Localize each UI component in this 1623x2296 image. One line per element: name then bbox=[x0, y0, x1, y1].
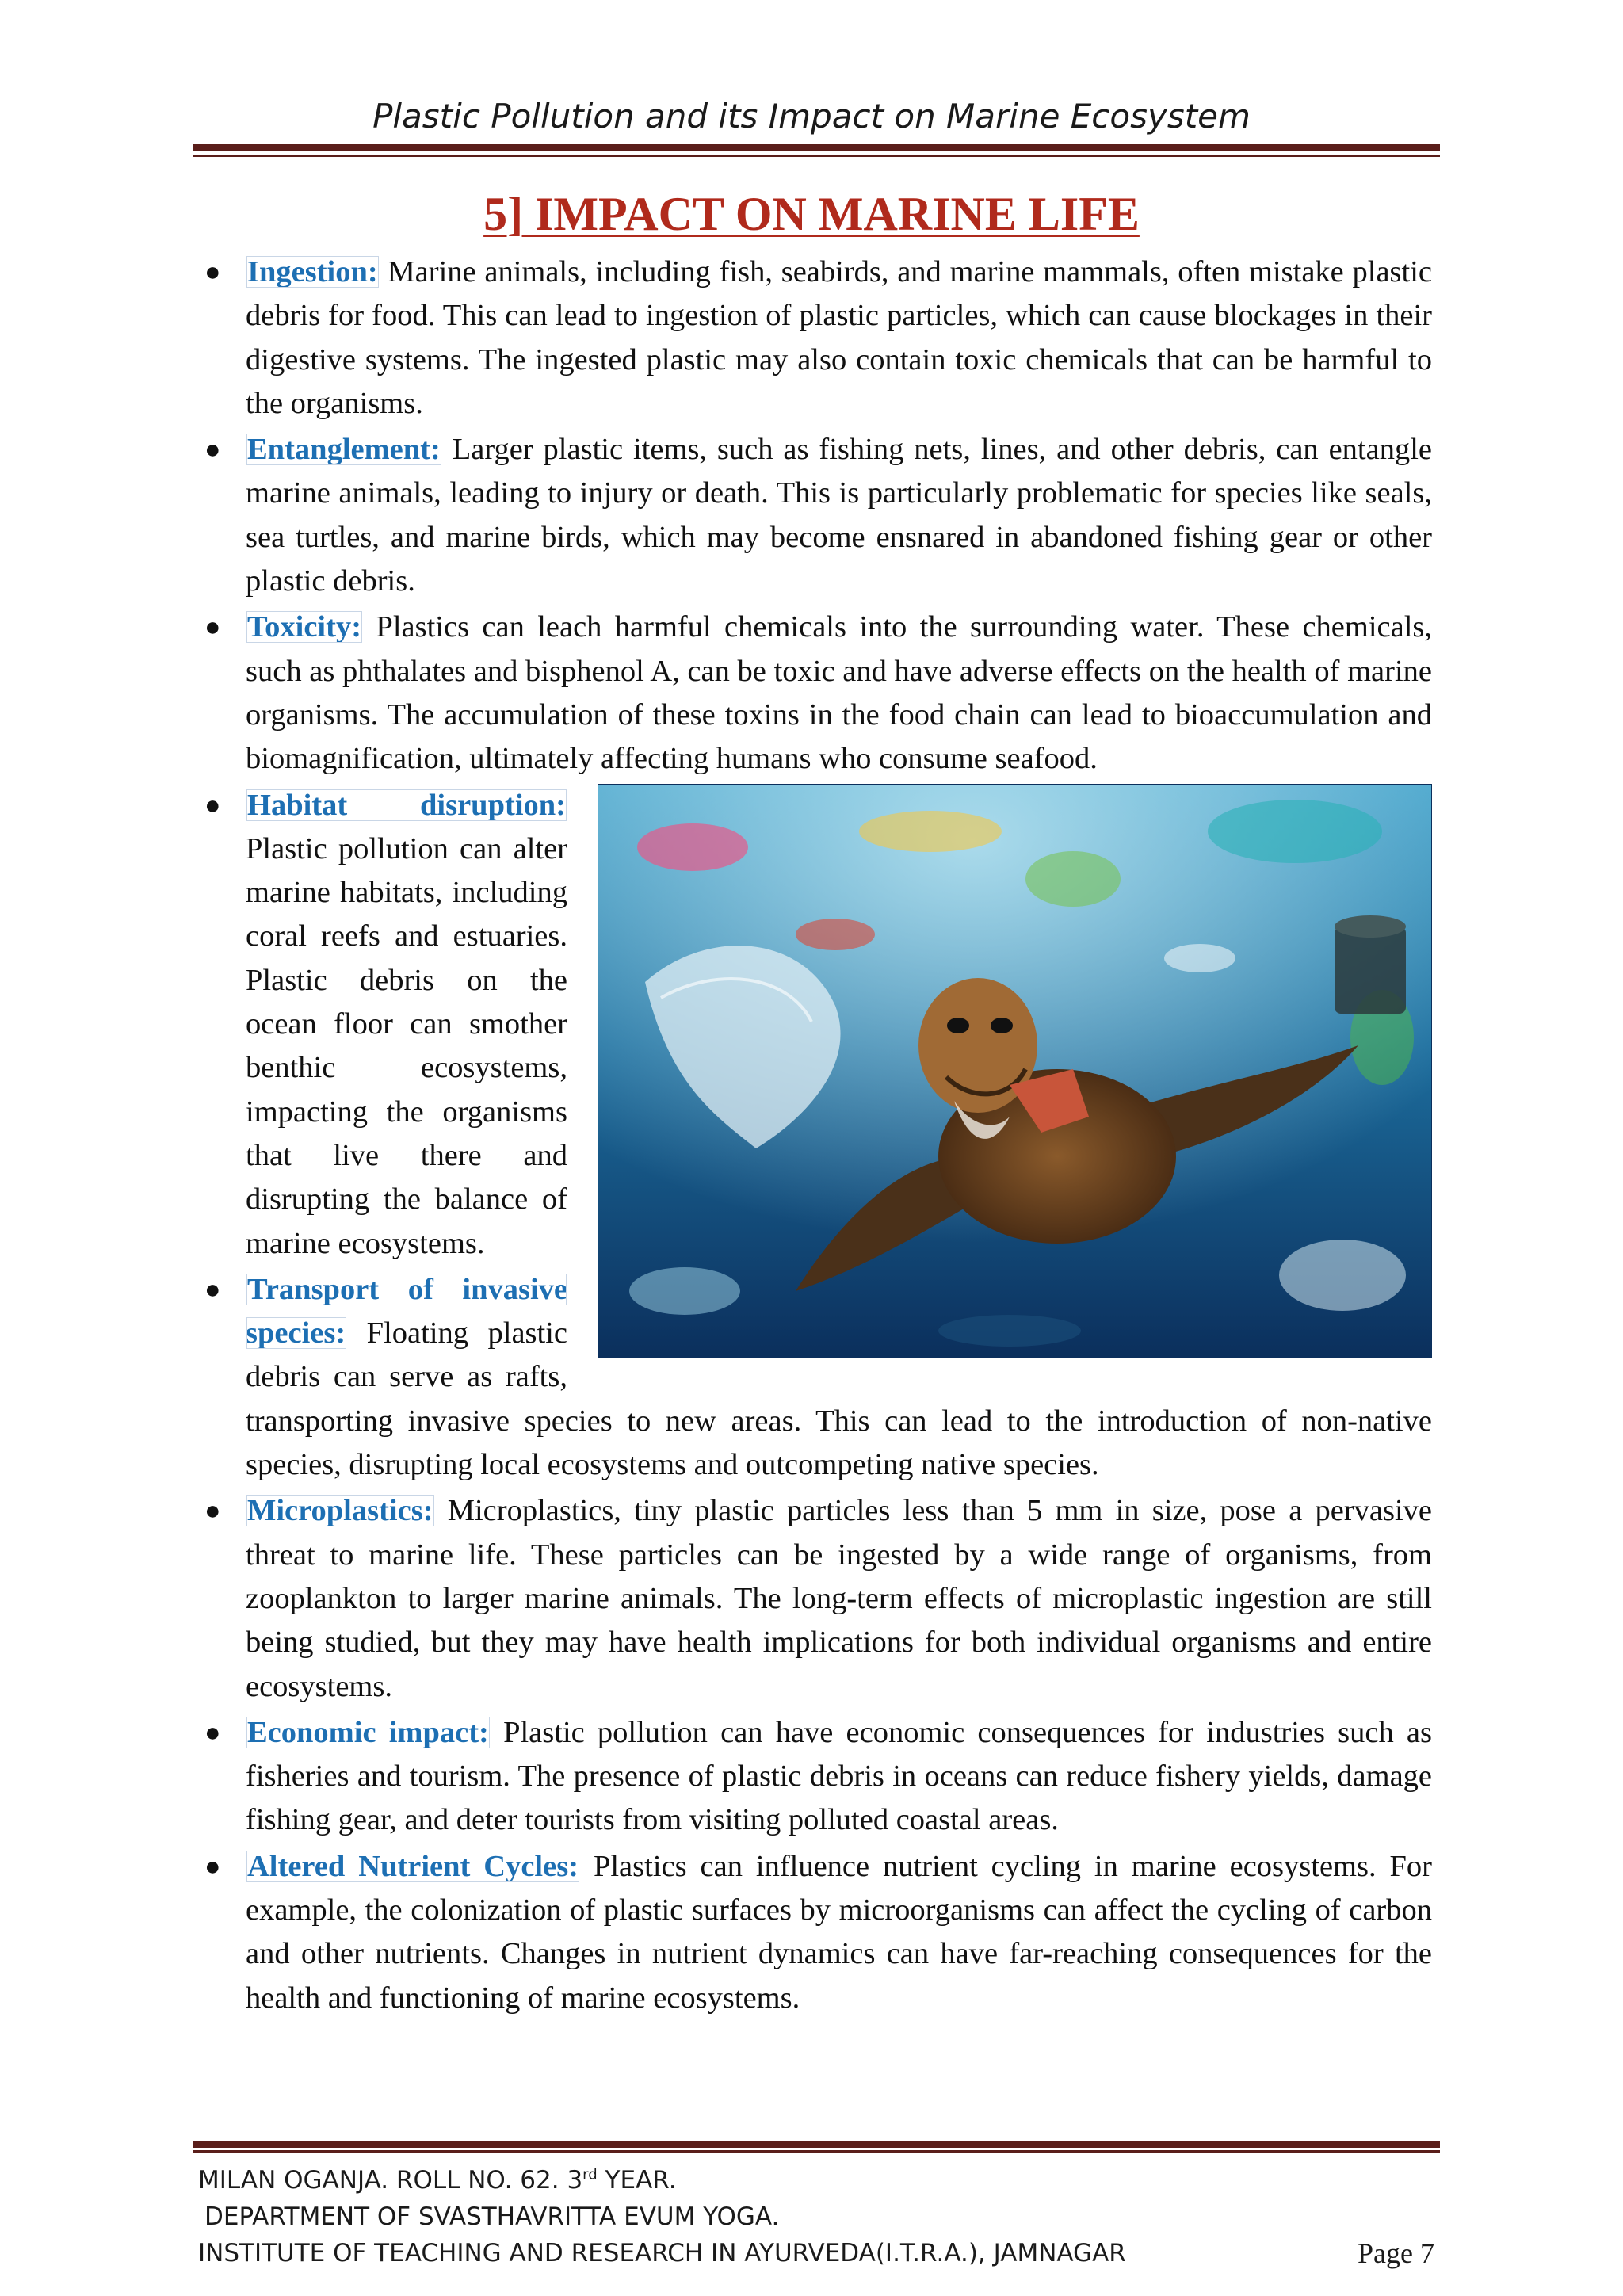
bullet-icon: ● bbox=[204, 1496, 221, 1526]
list-item-microplastics bbox=[204, 1489, 1433, 1708]
running-header: Plastic Pollution and its Impact on Marine Ecosystem bbox=[372, 97, 1251, 136]
footer-author: MILAN OGANJA. ROLL NO. 62. 3 bbox=[198, 2166, 583, 2195]
text-economic-impact: Plastic pollution can have economic consequences for industries such as fisheries and tourism. The presence of plastic debris in oceans can reduce fishery yields, damage fishing gear, and deter tourists from visiting polluted coastal areas. bbox=[246, 1715, 1432, 1837]
list-item-nutrient-cycles bbox=[204, 1845, 1432, 2020]
term-nutrient-cycles: Altered Nutrient Cycles: bbox=[247, 1849, 579, 1883]
list-item-ingestion bbox=[204, 250, 1432, 426]
term-economic-impact: Economic impact: bbox=[247, 1715, 489, 1749]
term-microplastics: Microplastics: bbox=[247, 1494, 433, 1528]
footer-institute: INSTITUTE OF TEACHING AND RESEARCH IN AYURVEDA(I.T.R.A.), JAMNAGAR bbox=[198, 2239, 1126, 2267]
term-ingestion: Ingestion: bbox=[247, 255, 378, 288]
footer-ordinal: rd bbox=[582, 2166, 598, 2183]
page-number: Page 7 bbox=[1358, 2237, 1434, 2269]
list-item-invasive-species bbox=[204, 1268, 1432, 1487]
list-item-toxicity bbox=[204, 606, 1432, 781]
text-ingestion: Marine animals, including fish, seabirds, and marine mammals, often mistake plastic debris for food. This can lead to ingestion of plastic particles, which can cause blockages in their digestive systems. The ingested plastic may also contain toxic chemicals that can be harmful to the organisms. bbox=[246, 255, 1432, 420]
list-item-entanglement bbox=[204, 428, 1433, 603]
text-microplastics: Microplastics, tiny plastic particles less than 5 mm in size, pose a pervasive threat to marine life. These particles can be ingested by a wide range of organisms, from zooplankton to larger marine animals. The long-term effects of microplastic ingestion are still being studied, but they may have health implications for both individual organisms and entire ecosystems. bbox=[246, 1494, 1433, 1703]
bullet-icon: ● bbox=[204, 1274, 221, 1305]
text-habitat-disruption: Plastic pollution can alter marine habitats, including coral reefs and estuaries. Plastic debris on the ocean floor can smother benthic ecosystems, impacting the organisms that live there and disrupting the balance of marine ecosystems. bbox=[246, 831, 567, 1260]
text-toxicity: Plastics can leach harmful chemicals into the surrounding water. These chemicals, such as phthalates and bisphenol A, can be toxic and have adverse effects on the health of marine organisms. The accumulation of these toxins in the food chain can lead to bioaccumulation and biomagnification, ultimately affecting humans who consume seafood. bbox=[246, 610, 1432, 776]
header-rule bbox=[193, 144, 1440, 159]
bullet-icon: ● bbox=[204, 1717, 221, 1748]
text-entanglement: Larger plastic items, such as fishing nets, lines, and other debris, can entangle marine animals, leading to injury or death. This is particularly problematic for species like seals, sea turtles, and marine birds, which may become ensnared in abandoned fishing gear or other plastic debris. bbox=[246, 433, 1433, 598]
term-entanglement: Entanglement: bbox=[247, 433, 441, 467]
bullet-icon: ● bbox=[204, 435, 221, 465]
bullet-icon: ● bbox=[204, 1851, 221, 1881]
page-footer bbox=[198, 2162, 1434, 2271]
list-item-economic-impact bbox=[204, 1711, 1432, 1843]
footer-author-line bbox=[198, 2162, 1434, 2199]
term-invasive-species: Transport of invasive species: bbox=[246, 1272, 567, 1350]
bullet-icon: ● bbox=[204, 790, 221, 820]
bullet-icon: ● bbox=[204, 258, 221, 287]
text-invasive-species: Floating plastic debris can serve as rafts, transporting invasive species to new areas. This can lead to the introduction of non-native species, disrupting local ecosystems and outcompeting native species. bbox=[246, 1316, 1432, 1482]
list-item-habitat-disruption bbox=[204, 784, 1432, 1266]
bullet-list bbox=[204, 250, 1433, 2023]
term-habitat-disruption: Habitat disruption: bbox=[247, 788, 566, 822]
text-nutrient-cycles: Plastics can influence nutrient cycling in marine ecosystems. For example, the colonization of plastic surfaces by microorganisms can affect the cycling of carbon and other nutrients. Changes in nutrient dynamics can have far-reaching consequences for the health and functioning of marine ecosystems. bbox=[246, 1849, 1432, 2015]
term-toxicity: Toxicity: bbox=[247, 610, 362, 644]
section-heading: 5] IMPACT ON MARINE LIFE bbox=[483, 188, 1140, 240]
footer-year: YEAR. bbox=[597, 2166, 677, 2195]
bullet-icon: ● bbox=[204, 613, 221, 643]
footer-department: DEPARTMENT OF SVASTHAVRITTA EVUM YOGA. bbox=[204, 2202, 780, 2231]
footer-rule bbox=[193, 2141, 1440, 2153]
